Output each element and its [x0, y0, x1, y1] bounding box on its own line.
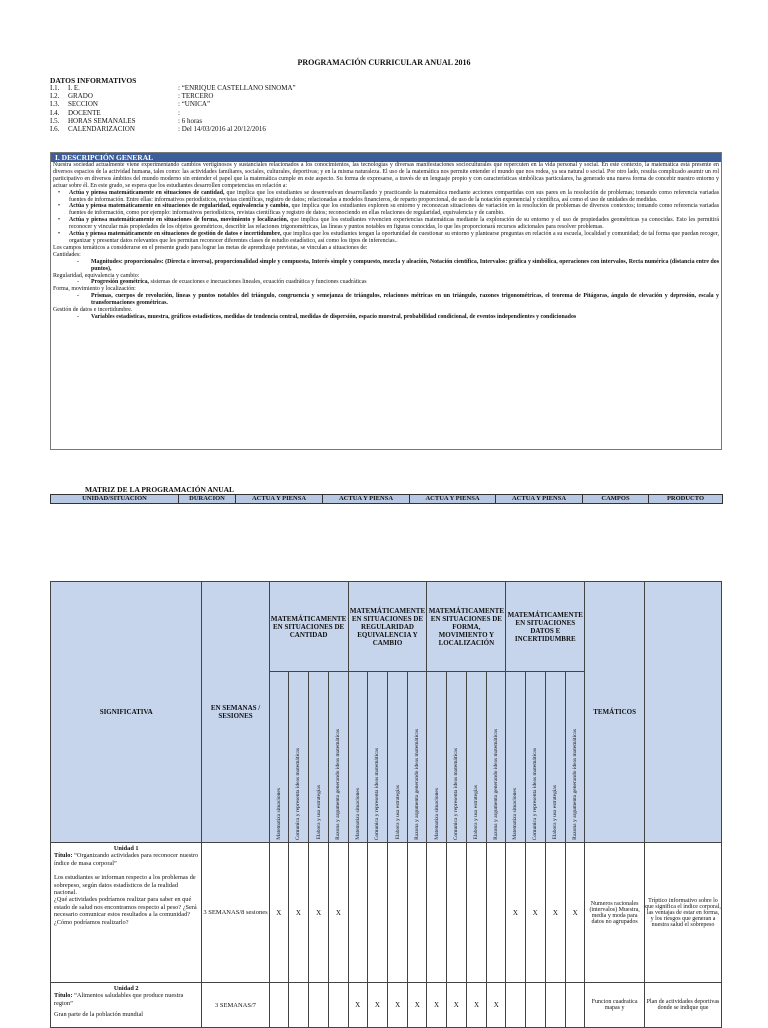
unidad-2-cell — [51, 983, 202, 1028]
unidad-1-titulo-label: Título: — [54, 852, 73, 860]
capacidad-header — [545, 672, 565, 843]
regularidad-label: Regularidad, equivalencia y cambio: — [53, 272, 140, 279]
capacidad-header — [446, 672, 466, 843]
unidad-1-label: Unidad 1 — [113, 845, 139, 852]
unidad-1-cell — [51, 843, 202, 983]
unidad-1-titulo: “Organizando actividades para reconocer nuestro índice de masa corporal” — [54, 852, 199, 867]
document-title: PROGRAMACIÓN CURRICULAR ANUAL 2016 — [297, 58, 471, 67]
unidad-2-producto: Plan de actividades deportivas donde se indique que — [644, 983, 721, 1028]
unidad-1-tematicos: Numeros racionales (intervalos) Muestra, media y moda para datos no agrupados — [585, 843, 645, 983]
datos-row-number: I.5. — [50, 116, 60, 125]
capacidad-header — [487, 672, 506, 843]
capacidad-label: Comunica y representa ideas matemáticas — [295, 747, 302, 840]
unidad-2-label: Unidad 2 — [113, 985, 139, 992]
capacidad-label: Razona y argumenta generando ideas matemáticas — [572, 729, 579, 840]
unidad-1-mark-6 — [367, 843, 387, 983]
unidad-1-mark-3: X — [309, 843, 329, 983]
capacidad-header — [309, 672, 329, 843]
datos-row-value: : Del 14/03/2016 al 20/12/2016 — [178, 125, 266, 133]
competencia-item — [53, 190, 719, 204]
producto-header-blank — [644, 582, 721, 843]
group-cantidad-header: MATEMÁTICAMENTE EN SITUACIONES DE CANTIDAD — [269, 582, 348, 672]
capacidad-header — [269, 672, 288, 843]
unidad-2-mark-15 — [545, 983, 565, 1028]
capacidad-label: Razona y argumenta generando ideas matemáticas — [335, 729, 342, 840]
capacidad-header — [466, 672, 486, 843]
unidad-2-mark-4 — [329, 983, 348, 1028]
datos-row-number: I.6. — [50, 125, 60, 133]
unidad-2-tematicos: Funcion cuadratica mapas y — [585, 983, 645, 1028]
datos-row-number: I.1. — [50, 84, 60, 92]
unidad-2-mark-10: X — [446, 983, 466, 1028]
capacidad-label: Matematiza situaciones — [512, 788, 519, 840]
unidad-2-mark-2 — [288, 983, 308, 1028]
competencia-title: Actúa y piensa matemáticamente en situaciones de regularidad, equivalencia y cambio, — [69, 203, 290, 210]
unidad-2-mark-5: X — [348, 983, 367, 1028]
datos-row — [50, 100, 210, 108]
unidad-2-mark-11: X — [466, 983, 486, 1028]
capacidad-label: Elabora y usa estrategias — [473, 785, 480, 840]
datos-row-label: CALENDARIZACION — [68, 125, 135, 133]
forma-label: Forma, movimiento y localización: — [53, 286, 136, 293]
unidad-1-mark-8 — [408, 843, 427, 983]
competencia-text: que implica que los estudiantes exploren su entorno y reconozcan situaciones de variación en la resolución de problemas de diversos contextos; tomando como referencia variadas fuentes de información, como por ejemplo: informativos periodísticos, revistas científicas y registro de datos; reconociendo en ellas relaciones de regularidad, equivalencia y de cambio. — [69, 203, 719, 217]
datos-informativos-heading: DATOS INFORMATIVOS — [50, 76, 137, 85]
unidad-1-row — [51, 843, 722, 983]
unidad-2-titulo: “Alimentos saludables que produce nuestra region” — [54, 992, 184, 1007]
unidad-2-mark-14 — [525, 983, 545, 1028]
competencias-list — [53, 190, 719, 245]
group-regularidad-header: MATEMÁTICAMENTE EN SITUACIONES DE REGULARIDAD EQUIVALENCIA Y CAMBIO — [348, 582, 427, 672]
cantidades-item: - Magnitudes: proporcionales: (Directa e inversa), proporcionalidad simple y compuesta, Interés simple y compuesto, mezcla y aleación, Notación científica, Intervalos: gráfica y simbólica, operaciones con intervalos, Recta numérica (distancia entre dos puntos), — [53, 259, 719, 273]
programacion-table — [50, 581, 722, 1028]
campos-intro: Los campos temáticos a considerarse en el presente grado para lograr las metas de aprendizaje previstas, se vinculan a situaciones de: — [53, 244, 368, 251]
descripcion-general-heading: I. DESCRIPCIÓN GENERAL — [51, 153, 721, 162]
unidad-1-mark-7 — [387, 843, 407, 983]
matriz-header-row — [51, 495, 723, 504]
unidad-1-mark-2: X — [288, 843, 308, 983]
unidad-1-mark-15: X — [545, 843, 565, 983]
datos-row — [50, 92, 213, 100]
matriz-header-cell: ACTUA Y PIENSA — [236, 495, 323, 504]
capacidad-header — [408, 672, 427, 843]
matriz-header-table — [50, 494, 723, 504]
capacidad-label: Comunica y representa ideas matemáticas — [374, 747, 381, 840]
capacidad-header — [288, 672, 308, 843]
capacidad-header — [525, 672, 545, 843]
matriz-header-cell: CAMPOS — [583, 495, 649, 504]
unidad-1-mark-12 — [487, 843, 506, 983]
matriz-header-cell: ACTUA Y PIENSA — [323, 495, 410, 504]
unidad-2-mark-13 — [506, 983, 525, 1028]
unidad-2-mark-1 — [269, 983, 288, 1028]
unidad-1-producto: Tríptico informativo sobre lo que significa el índice corporal, las ventajas de estar en forma, y los riesgos que generan a nuestra salud el sobrepeso — [644, 843, 721, 983]
regularidad-item-rest: sistemas de ecuaciones e inecuaciones lineales, ecuación cuadrática y funciones cuadráticas — [149, 279, 367, 286]
gestion-label: Gestión de datos e incertidumbre. — [53, 307, 133, 314]
unidad-1-mark-1: X — [269, 843, 288, 983]
capacidad-label: Razona y argumenta generando ideas matemáticas — [493, 729, 500, 840]
unidad-2-mark-16 — [566, 983, 585, 1028]
datos-row — [50, 125, 266, 133]
capacidad-header — [387, 672, 407, 843]
unidad-2-mark-7: X — [387, 983, 407, 1028]
significativa-header: SIGNIFICATIVA — [51, 582, 202, 843]
unidad-2-row — [51, 983, 722, 1028]
unidad-1-mark-9 — [427, 843, 446, 983]
competencia-item — [53, 217, 719, 231]
datos-row-label: SECCION — [68, 100, 98, 109]
competencia-title: Actúa y piensa matemáticamente en situaciones de gestión de datos e incertidumbre, — [69, 231, 282, 238]
matriz-header-cell: ACTUA Y PIENSA — [496, 495, 583, 504]
unidad-2-descripcion: Gran parte de la población mundial — [54, 1011, 143, 1019]
datos-row-value: : — [178, 108, 180, 117]
capacidad-label: Matematiza situaciones — [275, 788, 282, 840]
capacidad-label: Elabora y usa estrategias — [552, 785, 559, 840]
descripcion-body — [51, 162, 721, 321]
unidad-1-preguntas: ¿Qué actividades podríamos realizar para saber en qué estado de salud nos encontramos respecto al peso? ¿Será necesario comunicar estos resultados a la comunidad? ¿Cómo podríamos realizarlo? — [54, 896, 197, 926]
tematicos-header: TEMÁTICOS — [585, 582, 645, 843]
capacidad-label: Comunica y representa ideas matemáticas — [453, 747, 460, 840]
descripcion-general-box — [50, 152, 722, 450]
datos-row-label: DOCENTE — [68, 108, 101, 117]
matriz-header-cell: ACTUA Y PIENSA — [410, 495, 496, 504]
forma-item: - Prismas, cuerpos de revolución, líneas y puntos notables del triángulo, congruencia y semejanza de triángulos, relaciones métricas en un triángulo, razones trigonométricas, el teorema de Pitágoras, ángulo de elevación y depresión, escala y transformaciones geométricas. — [53, 293, 719, 307]
unidad-1-duracion: 3 SEMANAS/8 sesiones — [202, 843, 269, 983]
competencia-item — [53, 203, 719, 217]
unidad-2-mark-8: X — [408, 983, 427, 1028]
datos-row-value: : 6 horas — [178, 116, 203, 125]
datos-row-number: I.2. — [50, 92, 60, 101]
competencia-text: que implica que los estudiantes tengan la oportunidad de cuestionar su entorno y plantearse preguntas en relación a su escuela, localidad y comunidad; de tal forma que puedan recoger, organizar y presentar datos relevantes que les permitan reconocer diferentes clases de estudio estadístico, así como los tipos de inferencias.. — [69, 231, 719, 244]
matriz-title: MATRIZ DE LA PROGRAMACIÓN ANUAL — [85, 485, 235, 494]
capacidad-label: Matematiza situaciones — [433, 788, 440, 840]
matriz-header-cell: PRODUCTO — [649, 495, 723, 504]
capacidad-label: Matematiza situaciones — [354, 788, 361, 840]
datos-row-label: GRADO — [68, 92, 93, 101]
competencia-text: que implica que los estudiantes vivencien experiencias matemáticas mediante la exploración de su entorno y el uso de propiedades geométricas ya conocidas. Esto les permitirá reconocer y vincular más propiedades de los objetos geométricos, describir las relaciones trigonométricas, las líneas y puntos notables en figuras conocidas, lo que les proporcionará recursos adicionales para resolver problemas. — [69, 217, 719, 231]
datos-row-number: I.4. — [50, 108, 60, 117]
matriz-header-cell: DURACION — [179, 495, 236, 504]
regularidad-item: Progresión geométrica, — [91, 279, 150, 286]
competencia-title: Actúa y piensa matemáticamente en situaciones de forma, movimiento y localización, — [69, 217, 289, 224]
capacidad-header — [348, 672, 367, 843]
unidad-2-mark-12: X — [487, 983, 506, 1028]
unidad-1-mark-14: X — [525, 843, 545, 983]
capacidad-header — [506, 672, 525, 843]
unidad-2-mark-9: X — [427, 983, 446, 1028]
unidad-1-mark-5 — [348, 843, 367, 983]
unidad-2-duracion: 3 SEMANAS/7 — [202, 983, 269, 1028]
datos-row — [50, 109, 180, 117]
datos-row-label: I. E. — [68, 84, 80, 92]
datos-row-value: : TERCERO — [178, 92, 214, 101]
matriz-header-cell: UNIDAD/SITUACION — [51, 495, 179, 504]
descripcion-intro: Nuestra sociedad actualmente viene experimentando cambios vertiginosos y sustanciales relacionados a los conocimientos, las tecnologías y diversas manifestaciones socioculturales que repercuten en la vida personal y social. En este contexto, la matemática está presente en diversos espacios de la actividad humana, tales como: las actividades familiares, sociales, culturales, deportivas; y en la misma naturaleza. El uso de la matemática nos permite entender el mundo que nos rodea, ya sea natural o social. Por otro lado, resulta complicado asumir un rol participativo en diversos ámbitos del mundo moderno sin entender el papel que la matemática cumple en este aspecto. Su forma de expresarse, a través de un lenguaje propio y con características simbólicas particulares, ha generado una nueva forma de concebir nuestro entorno y actuar sobre él. En este grado, se espera que los estudiantes desarrollen competencias en relación a: — [53, 162, 719, 189]
unidad-1-mark-11 — [466, 843, 486, 983]
datos-row-value: : “ENRIQUE CASTELLANO SINOMA” — [178, 84, 296, 92]
datos-row-value: : “UNICA” — [178, 100, 211, 109]
capacidad-header — [367, 672, 387, 843]
group-forma-header: MATEMÁTICAMENTE EN SITUACIONES DE FORMA, MOVIMIENTO Y LOCALIZACIÓN — [427, 582, 506, 672]
gestion-item: - Variables estadísticas, muestra, gráficos estadísticos, medidas de tendencia central, medidas de dispersión, espacio muestral, probabilidad condicional, de eventos independientes y condicionados — [53, 314, 719, 321]
capacidad-label: Elabora y usa estrategias — [394, 785, 401, 840]
datos-row — [50, 84, 296, 92]
datos-row — [50, 117, 202, 125]
unidad-1-mark-4: X — [329, 843, 348, 983]
unidad-2-titulo-label: Título: — [54, 992, 73, 1000]
datos-row-label: HORAS SEMANALES — [68, 116, 136, 125]
group-datos-header: MATEMÁTICAMENTE EN SITUACIONES DATOS E INCERTIDUMBRE — [506, 582, 585, 672]
unidad-1-mark-13: X — [506, 843, 525, 983]
unidad-2-mark-6: X — [367, 983, 387, 1028]
competencia-text: que implica que los estudiantes se desenvuelvan desarrollando y practicando la matemática mediante acciones compartidas con sus pares en la resolución de problemas; tomando como referencia variadas fuentes de información. Entre ellas: informativos periodísticos, revistas científicas, registro de datos; relacionadas a modelos financieros, de reparto proporcional, de uso de la notación exponencial y científica, así como el uso de unidades de medidas. — [69, 189, 719, 203]
competencia-item — [53, 231, 719, 245]
competencia-title: Actúa y piensa matemáticamente en situaciones de cantidad, — [69, 189, 225, 196]
capacidad-header — [427, 672, 446, 843]
capacidad-label: Comunica y representa ideas matemáticas — [532, 747, 539, 840]
capacidad-label: Razona y argumenta generando ideas matemáticas — [414, 729, 421, 840]
unidad-1-mark-10 — [446, 843, 466, 983]
unidad-1-descripcion: Los estudiantes se informan respecto a los problemas de sobrepeso, según datos estadísticos de la realidad nacional. — [54, 874, 196, 897]
duracion-header: EN SEMANAS / SESIONES — [202, 582, 269, 843]
datos-row-number: I.3. — [50, 100, 60, 109]
capacidad-header — [329, 672, 348, 843]
unidad-1-mark-16: X — [566, 843, 585, 983]
unidad-2-mark-3 — [309, 983, 329, 1028]
cantidades-label: Cantidades: — [53, 251, 81, 258]
capacidad-label: Elabora y usa estrategias — [315, 785, 322, 840]
capacidad-header — [566, 672, 585, 843]
